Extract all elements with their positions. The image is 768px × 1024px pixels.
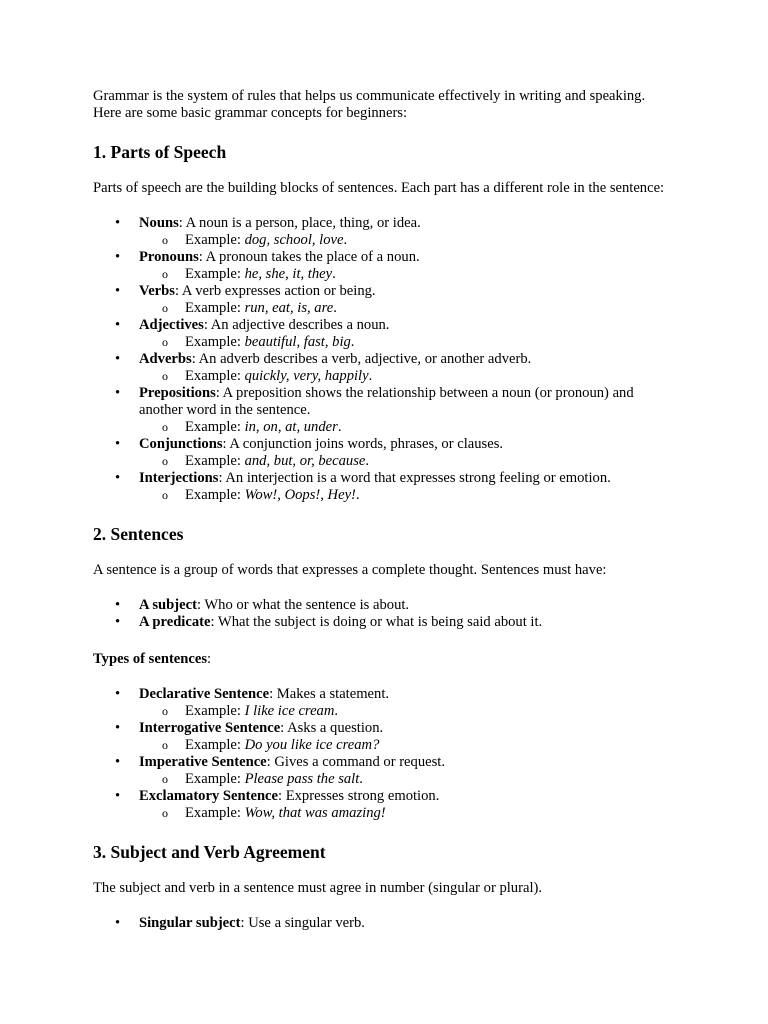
- example-item: [185, 771, 673, 788]
- agreement-intro: The subject and verb in a sentence must agree in number (singular or plural).: [93, 880, 543, 896]
- definition: : A pronoun takes the place of a noun.: [198, 249, 420, 265]
- example-words: dog, school, love: [244, 232, 344, 248]
- term: Singular subject: [139, 915, 241, 931]
- term: Prepositions: [139, 385, 216, 401]
- example-item: [185, 453, 673, 470]
- punctuation: .: [350, 334, 355, 350]
- punctuation: .: [365, 453, 370, 469]
- example-words: quickly, very, happily: [244, 368, 369, 384]
- definition: : An adverb describes a verb, adjective, or another adverb.: [191, 351, 532, 367]
- list-item-exclamatory: [139, 788, 673, 822]
- punctuation: :: [207, 651, 212, 667]
- example-item: [185, 737, 673, 754]
- list-item-singular-subject: [139, 915, 673, 932]
- example-words: Wow!, Oops!, Hey!: [244, 487, 356, 503]
- definition: : Expresses strong emotion.: [278, 788, 440, 804]
- sentence-requirements-list: [93, 597, 673, 631]
- sentences-intro: A sentence is a group of words that expresses a complete thought. Sentences must have:: [93, 562, 607, 578]
- definition: : An interjection is a word that expresses strong feeling or emotion.: [218, 470, 611, 486]
- section-heading-parts-of-speech: 1. Parts of Speech: [93, 142, 227, 162]
- sentence-types-list: [93, 686, 673, 822]
- example-words: Do you like ice cream?: [244, 737, 380, 753]
- types-label-text: Types of sentences: [93, 651, 208, 667]
- example-item: [185, 300, 673, 317]
- term: Adjectives: [139, 317, 204, 333]
- example-words: beautiful, fast, big: [244, 334, 351, 350]
- definition: : Gives a command or request.: [266, 754, 445, 770]
- punctuation: .: [334, 703, 339, 719]
- list-item-verbs: [139, 283, 673, 317]
- definition: : An adjective describes a noun.: [203, 317, 390, 333]
- document-page: [93, 88, 673, 952]
- example-label: Example:: [185, 266, 245, 282]
- example-words: Please pass the salt: [244, 771, 360, 787]
- example-item: [185, 232, 673, 249]
- punctuation: .: [355, 487, 360, 503]
- list-item-declarative: [139, 686, 673, 720]
- punctuation: .: [337, 419, 342, 435]
- definition: : A conjunction joins words, phrases, or clauses.: [222, 436, 504, 452]
- punctuation: .: [333, 300, 337, 316]
- list-item-interrogative: [139, 720, 673, 754]
- definition: : A verb expresses action or being.: [174, 283, 376, 299]
- example-label: Example:: [185, 703, 245, 719]
- example-label: Example:: [185, 419, 245, 435]
- example-words: in, on, at, under: [244, 419, 338, 435]
- example-words: he, she, it, they: [244, 266, 333, 282]
- example-label: Example:: [185, 771, 245, 787]
- term: Conjunctions: [139, 436, 223, 452]
- parts-of-speech-intro: Parts of speech are the building blocks of sentences. Each part has a different role in the sentence:: [93, 180, 665, 196]
- example-label: Example:: [185, 368, 245, 384]
- intro-paragraph: Grammar is the system of rules that helps us communicate effectively in writing and speaking. Here are some basic grammar concepts for beginners:: [93, 88, 646, 121]
- term: Interjections: [139, 470, 219, 486]
- list-item-nouns: [139, 215, 673, 249]
- list-item-imperative: [139, 754, 673, 788]
- example-label: Example:: [185, 805, 245, 821]
- list-item-prepositions: [139, 385, 673, 436]
- list-item-pronouns: [139, 249, 673, 283]
- definition: : Use a singular verb.: [240, 915, 365, 931]
- example-item: [185, 487, 673, 504]
- term: Verbs: [139, 283, 175, 299]
- example-label: Example:: [185, 300, 245, 316]
- punctuation: .: [359, 771, 363, 787]
- term: Adverbs: [139, 351, 192, 367]
- definition: : A noun is a person, place, thing, or idea.: [178, 215, 421, 231]
- example-label: Example:: [185, 232, 245, 248]
- list-item-adverbs: [139, 351, 673, 385]
- definition: : Who or what the sentence is about.: [196, 597, 410, 613]
- section-heading-sentences: 2. Sentences: [93, 524, 184, 544]
- example-label: Example:: [185, 737, 245, 753]
- list-item-predicate: [139, 614, 673, 631]
- list-item-adjectives: [139, 317, 673, 351]
- definition: : Asks a question.: [280, 720, 384, 736]
- punctuation: .: [343, 232, 348, 248]
- term: Pronouns: [139, 249, 199, 265]
- term: Exclamatory Sentence: [139, 788, 279, 804]
- example-words: Wow, that was amazing!: [244, 805, 386, 821]
- list-item-subject: [139, 597, 673, 614]
- agreement-list: [93, 915, 673, 932]
- punctuation: .: [368, 368, 373, 384]
- definition: : What the subject is doing or what is being said about it.: [210, 614, 543, 630]
- section-heading-subject-verb-agreement: 3. Subject and Verb Agreement: [93, 842, 326, 862]
- parts-of-speech-list: [93, 215, 673, 504]
- term: Interrogative Sentence: [139, 720, 281, 736]
- example-item: [185, 334, 673, 351]
- term: Nouns: [139, 215, 179, 231]
- example-words: run, eat, is, are: [244, 300, 334, 316]
- example-words: I like ice cream: [244, 703, 335, 719]
- example-item: [185, 368, 673, 385]
- term: A predicate: [139, 614, 211, 630]
- term: A subject: [139, 597, 197, 613]
- definition: : A preposition shows the relationship between a noun (or pronoun) and another word in the sentence.: [139, 385, 634, 418]
- example-item: [185, 266, 673, 283]
- definition: : Makes a statement.: [269, 686, 390, 702]
- list-item-conjunctions: [139, 436, 673, 470]
- sentence-types-label: [93, 651, 673, 668]
- example-label: Example:: [185, 487, 245, 503]
- example-words: and, but, or, because: [244, 453, 366, 469]
- term: Imperative Sentence: [139, 754, 267, 770]
- list-item-interjections: [139, 470, 673, 504]
- example-item: [185, 805, 673, 822]
- example-label: Example:: [185, 334, 245, 350]
- example-item: [185, 703, 673, 720]
- example-item: [185, 419, 673, 436]
- example-label: Example:: [185, 453, 245, 469]
- punctuation: .: [332, 266, 336, 282]
- term: Declarative Sentence: [139, 686, 270, 702]
